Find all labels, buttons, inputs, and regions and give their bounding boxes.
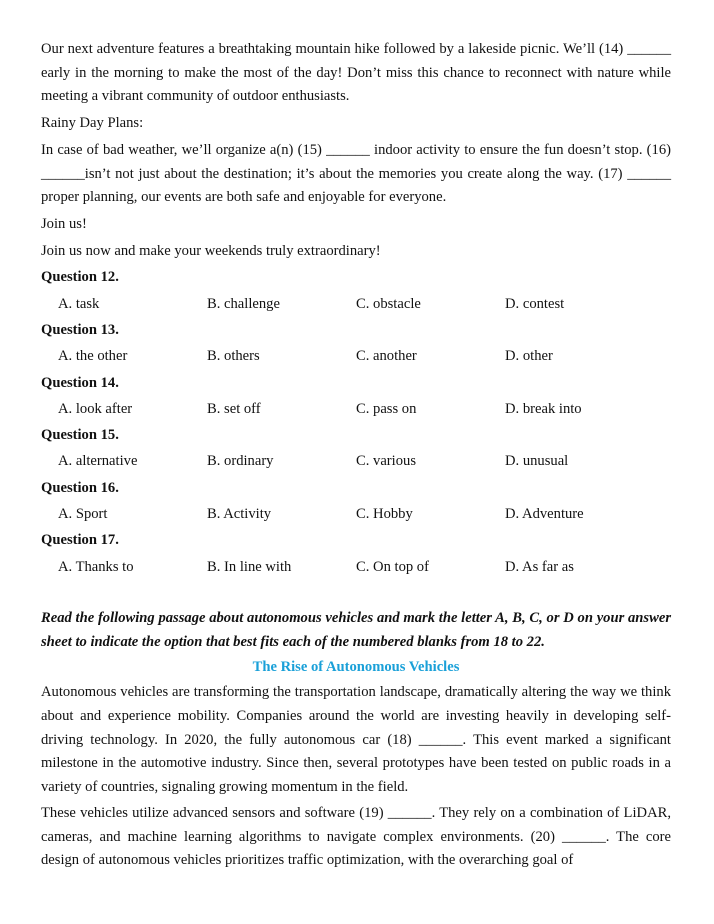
option-c[interactable]: C. Hobby [356, 506, 413, 522]
option-a[interactable]: A. Thanks to [58, 558, 134, 575]
option-row [41, 291, 671, 317]
option-a[interactable]: A. Sport [58, 506, 108, 522]
option-c[interactable]: C. another [356, 348, 417, 365]
option-b[interactable]: B. ordinary [207, 453, 274, 470]
passage2-paragraph2: These vehicles utilize advanced sensors and software (19) ______. They rely on a combination of LiDAR, cameras, and machine learning algorithms to navigate complex environments. (20) ______. The core design of autonomous vehicles prioritizes traffic optimization, with the overarching goal of [41, 804, 671, 869]
option-b[interactable]: B. others [207, 348, 260, 365]
document-page [41, 38, 671, 873]
option-a[interactable]: A. task [58, 295, 100, 312]
option-b[interactable]: B. set off [207, 400, 261, 417]
question [41, 370, 671, 423]
option-d[interactable]: D. break into [505, 400, 582, 417]
option-d[interactable]: D. unusual [505, 453, 569, 470]
question-title: Question 16. [41, 479, 119, 496]
option-row [41, 396, 671, 422]
question-list [41, 264, 671, 580]
question [41, 475, 671, 528]
option-row [41, 343, 671, 369]
option-a[interactable]: A. alternative [58, 453, 138, 470]
option-c[interactable]: C. pass on [356, 400, 417, 417]
passage2-title: The Rise of Autonomous Vehicles [252, 659, 460, 676]
question [41, 527, 671, 580]
option-b[interactable]: B. Activity [207, 506, 272, 522]
question-title: Question 13. [41, 321, 119, 338]
option-b[interactable]: B. challenge [207, 295, 280, 312]
option-c[interactable]: C. obstacle [356, 295, 421, 312]
option-row [41, 554, 671, 580]
question [41, 317, 671, 370]
join-now-line: Join us now and make your weekends truly extraordinary! [41, 242, 381, 259]
option-a[interactable]: A. the other [58, 348, 128, 365]
question-title: Question 12. [41, 269, 119, 286]
option-c[interactable]: C. various [356, 453, 416, 470]
question [41, 422, 671, 475]
option-row [41, 448, 671, 474]
option-b[interactable]: B. In line with [207, 558, 292, 575]
option-a[interactable]: A. look after [58, 400, 133, 417]
option-c[interactable]: C. On top of [356, 558, 429, 575]
question-title: Question 15. [41, 427, 119, 444]
option-row [41, 501, 671, 527]
option-d[interactable]: D. Adventure [505, 506, 584, 522]
passage2-paragraph1: Autonomous vehicles are transforming the transportation landscape, dramatically altering the way we think about and experience mobility. Companies around the world are investing heavily in developing self-driving technology. In 2020, the fully autonomous car (18) ______. This event marked a significant milestone in the automotive industry. Since then, several prototypes have been tested on public roads in a variety of countries, signaling growing momentum in the field. [41, 684, 671, 796]
rainy-day-heading: Rainy Day Plans: [41, 115, 144, 132]
option-d[interactable]: D. other [505, 348, 553, 365]
option-d[interactable]: D. contest [505, 295, 565, 312]
option-d[interactable]: D. As far as [505, 558, 574, 575]
passage1-paragraph2: In case of bad weather, we’ll organize a(n) (15) ______ indoor activity to ensure the fun doesn’t stop. (16) ______isn’t not just about the destination; it’s about the memories you create along the way. (17) ______ proper planning, our events are both safe and enjoyable for everyone. [41, 141, 671, 206]
join-line: Join us! [41, 215, 87, 232]
question-title: Question 17. [41, 532, 119, 549]
question-title: Question 14. [41, 374, 119, 391]
question [41, 264, 671, 317]
passage2-instruction: Read the following passage about autonomous vehicles and mark the letter A, B, C, or D on your answer sheet to indicate the option that best fits each of the numbered blanks from 18 to 22. [41, 609, 671, 650]
passage1-paragraph1: Our next adventure features a breathtaking mountain hike followed by a lakeside picnic. We’ll (14) ______ early in the morning to make the most of the day! Don’t miss this chance to reconnect with nature while meeting a vibrant community of outdoor enthusiasts. [41, 41, 671, 105]
